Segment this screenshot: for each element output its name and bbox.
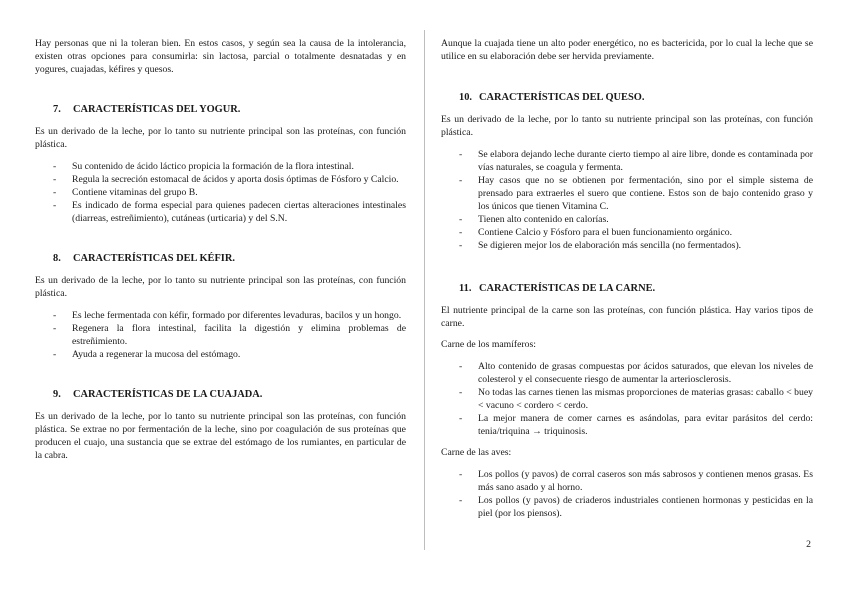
list-item: - Hay casos que no se obtienen por fermentación, sino por el simple sistema de prensado para extraerles el suero que contiene. Estos son de bajo contenido graso y los únicos que tienen Vitamina C.: [478, 174, 813, 213]
aves-list: [441, 468, 813, 520]
list-item: - Ayuda a regenerar la mucosa del estómago.: [72, 348, 406, 361]
list-item: - Regenera la flora intestinal, facilita la digestión y elimina problemas de estreñimiento.: [72, 322, 406, 348]
list-item: - La mejor manera de comer carnes es asándolas, para evitar parásitos del cerdo: tenia/triquina → triquinosis.: [478, 412, 813, 438]
list-item: - Es indicado de forma especial para quienes padecen ciertas alteraciones intestinales (diarreas, estreñimiento), cutáneas (urticaria) y del S.N.: [72, 199, 406, 225]
left-column: [35, 0, 406, 462]
aves-label: Carne de las aves:: [441, 447, 512, 458]
list-item: - Es leche fermentada con kéfir, formado por diferentes levaduras, bacilos y un hongo.: [72, 309, 406, 322]
list-item: - Contiene vitaminas del grupo B.: [72, 186, 406, 199]
mamiferos-label: Carne de los mamíferos:: [441, 339, 536, 350]
carne-intro: El nutriente principal de la carne son las proteínas, con función plástica. Hay varios tipos de carne.: [441, 305, 813, 329]
list-item: - Se digieren mejor los de elaboración más sencilla (no fermentados).: [478, 239, 813, 252]
list-item: - No todas las carnes tienen las mismas proporciones de materias grasas: caballo < buey < vacuno < cordero < cerdo.: [478, 386, 813, 412]
mamiferos-list: [441, 360, 813, 438]
page-number: 2: [806, 539, 811, 550]
heading-number: 9.: [53, 389, 61, 400]
heading-number: 7.: [53, 104, 61, 115]
yogur-list: [35, 160, 406, 225]
list-item: - Se elabora dejando leche durante cierto tiempo al aire libre, donde es contaminada por vías naturales, se coagula y fermenta.: [478, 148, 813, 174]
cuajada-text: Es un derivado de la leche, por lo tanto su nutriente principal son las proteínas, con función plástica. Se extrae no por fermentación de la leche, sino por coagulación de sus proteínas que producen el cuajo, una sustancia que se extrae del estómago de los rumiantes, en particular de la cabra.: [35, 411, 406, 461]
heading-number: 10.: [459, 92, 472, 103]
heading-cuajada: [35, 388, 406, 402]
column-divider: [424, 30, 425, 550]
kefir-intro: Es un derivado de la leche, por lo tanto su nutriente principal son las proteínas, con función plástica.: [35, 275, 406, 299]
heading-title: CARACTERÍSTICAS DEL KÉFIR.: [73, 253, 235, 264]
heading-yogur: [35, 103, 406, 117]
heading-number: 11.: [459, 283, 472, 294]
queso-list: [441, 148, 813, 252]
list-item: - Regula la secreción estomacal de ácidos y aporta dosis óptimas de Fósforo y Calcio.: [72, 173, 406, 186]
heading-title: CARACTERÍSTICAS DE LA CUAJADA.: [73, 389, 263, 400]
list-item: - Tienen alto contenido en calorías.: [478, 213, 813, 226]
heading-number: 8.: [53, 253, 61, 264]
list-item: - Contiene Calcio y Fósforo para el buen funcionamiento orgánico.: [478, 226, 813, 239]
intolerance-paragraph: Hay personas que ni la toleran bien. En estos casos, y según sea la causa de la intolerancia, existen otras opciones para consumirla: sin lactosa, parcial o totalmente desnatadas y en yogures, cuajadas, kéfires y quesos.: [35, 38, 406, 75]
yogur-intro: Es un derivado de la leche, por lo tanto su nutriente principal son las proteínas, con función plástica.: [35, 126, 406, 150]
kefir-list: [35, 309, 406, 361]
list-item: - Alto contenido de grasas compuestas por ácidos saturados, que elevan los niveles de colesterol y el consecuente riesgo de aumentar la arteriosclerosis.: [478, 360, 813, 386]
heading-title: CARACTERÍSTICAS DEL QUESO.: [479, 92, 645, 103]
cuajada-continuation: Aunque la cuajada tiene un alto poder energético, no es bactericida, por lo cual la leche que se utilice en su elaboración debe ser hervida previamente.: [441, 38, 813, 62]
list-item: - Los pollos (y pavos) de corral caseros son más sabrosos y contienen menos grasas. Es más sano asado y al horno.: [478, 468, 813, 494]
list-item: - Los pollos (y pavos) de criaderos industriales contienen hormonas y pesticidas en la piel (por los piensos).: [478, 494, 813, 520]
heading-title: CARACTERÍSTICAS DE LA CARNE.: [479, 283, 656, 294]
heading-queso: [441, 91, 813, 105]
heading-kefir: [35, 252, 406, 266]
heading-carne: [441, 282, 813, 296]
queso-intro: Es un derivado de la leche, por lo tanto su nutriente principal son las proteínas, con función plástica.: [441, 114, 813, 138]
heading-title: CARACTERÍSTICAS DEL YOGUR.: [73, 104, 241, 115]
right-column: [441, 0, 813, 520]
list-item: - Su contenido de ácido láctico propicia la formación de la flora intestinal.: [72, 160, 406, 173]
